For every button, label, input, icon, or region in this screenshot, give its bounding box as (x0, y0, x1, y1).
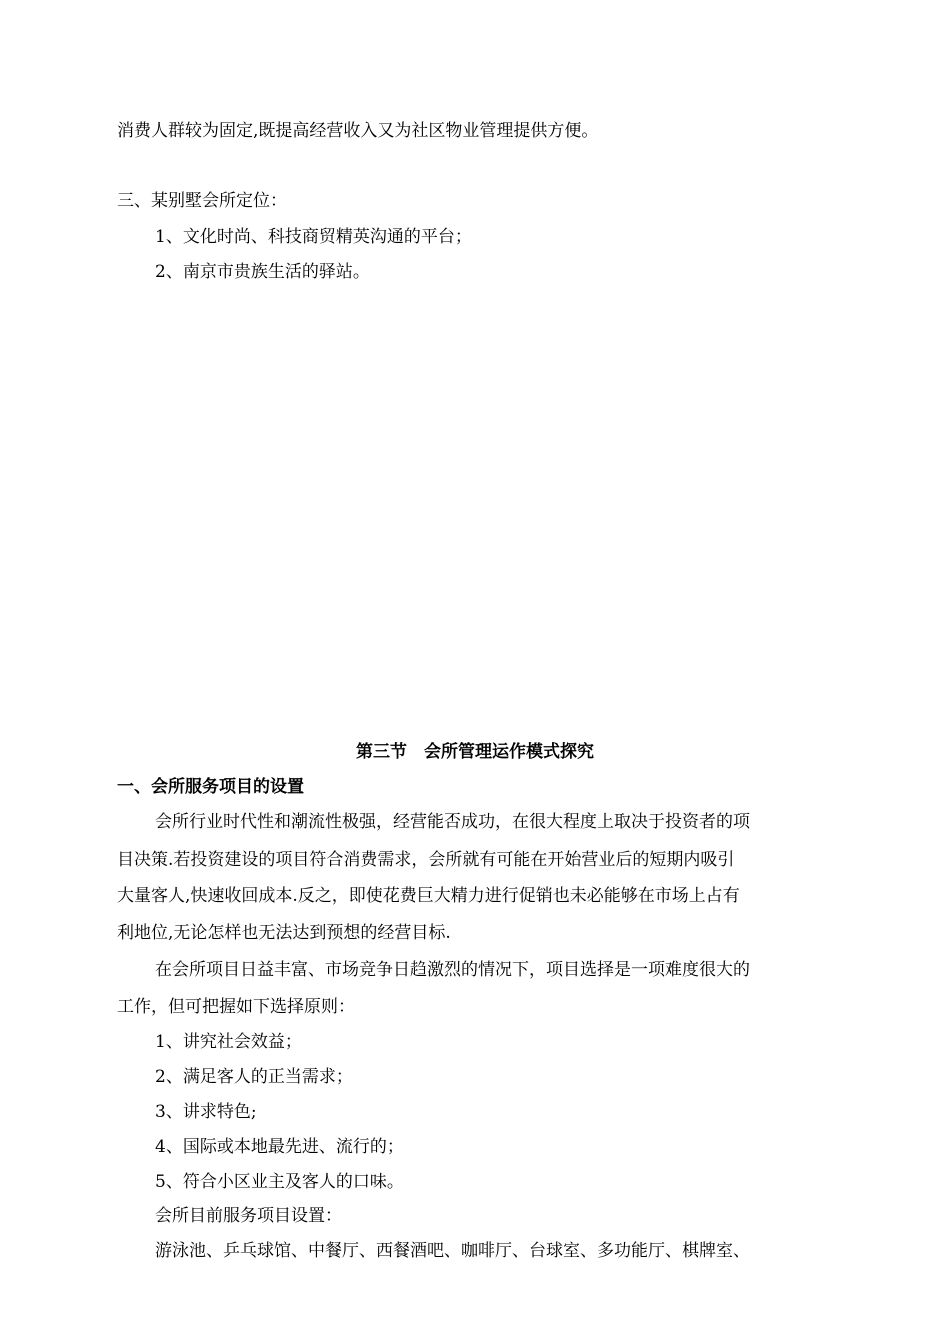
principle-item-2: 2、满足客人的正当需求； (155, 1067, 353, 1087)
services-line: 游泳池、乒乓球馆、中餐厅、西餐酒吧、咖啡厅、台球室、多功能厅、棋牌室、 (155, 1241, 750, 1261)
para2-line-2: 工作，但可把握如下选择原则： (117, 997, 355, 1017)
services-label: 会所目前服务项目设置： (155, 1206, 342, 1226)
subheading-services: 一、会所服务项目的设置 (117, 777, 304, 797)
para1-line-3: 大量客人,快速收回成本.反之，即使花费巨大精力进行促销也未必能够在市场上占有 (117, 886, 740, 906)
para2-line-1: 在会所项目日益丰富、市场竞争日趋激烈的情况下，项目选择是一项难度很大的 (155, 960, 750, 980)
paragraph-end-line: 消费人群较为固定,既提高经营收入又为社区物业管理提供方便。 (117, 121, 599, 141)
para1-line-2: 目决策.若投资建设的项目符合消费需求，会所就有可能在开始营业后的短期内吸引 (117, 850, 735, 870)
section-title: 第三节 会所管理运作模式探究 (356, 742, 594, 762)
positioning-item-1: 1、文化时尚、科技商贸精英沟通的平台； (155, 227, 472, 247)
principle-item-4: 4、国际或本地最先进、流行的； (155, 1137, 404, 1157)
para1-line-1: 会所行业时代性和潮流性极强，经营能否成功，在很大程度上取决于投资者的项 (155, 812, 750, 832)
positioning-item-2: 2、南京市贵族生活的驿站。 (155, 262, 370, 282)
principle-item-5: 5、符合小区业主及客人的口味。 (155, 1172, 404, 1192)
principle-item-1: 1、讲究社会效益； (155, 1032, 302, 1052)
para1-line-4: 利地位,无论怎样也无法达到预想的经营目标. (117, 923, 451, 943)
principle-item-3: 3、讲求特色; (155, 1102, 257, 1122)
section-heading-positioning: 三、某别墅会所定位： (117, 191, 287, 211)
